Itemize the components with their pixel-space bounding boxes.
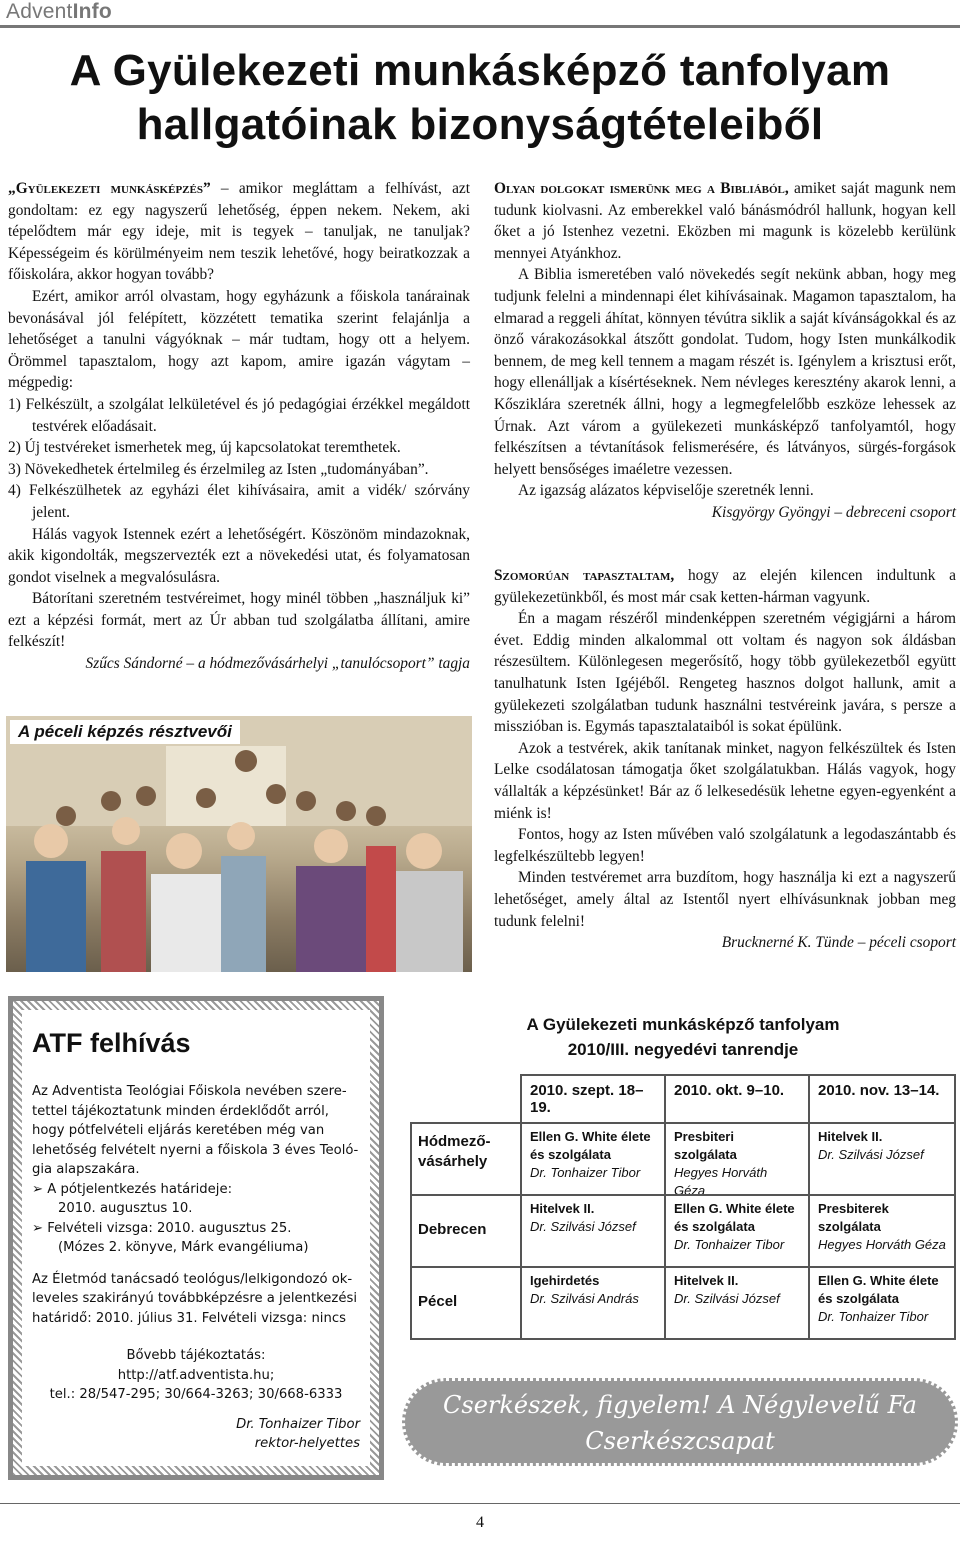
date-header: 2010. okt. 9–10. <box>664 1074 810 1124</box>
photo-caption: A péceli képzés résztvevői <box>10 720 240 744</box>
schedule-entry: Hitelvek II. Dr. Szilvási József <box>520 1194 666 1268</box>
atf-bullet-detail: 2010. augusztus 10. <box>58 1201 193 1216</box>
schedule-table <box>410 1074 956 1344</box>
header-rule <box>0 25 960 28</box>
page-number: 4 <box>476 1514 484 1531</box>
scout-url-line[interactable]: új honlapjának címe: www.negylevelufa.hu <box>419 1463 941 1491</box>
right-article-2 <box>494 565 956 954</box>
list-item: 1) Felkészült, a szolgálat lelkületével és jó pedagógiai érzékkel megáldott testvérek előadásait. <box>8 395 470 435</box>
atf-bullet: ➢ A pótjelentkezés határideje: <box>32 1181 233 1197</box>
right-signature: Brucknerné K. Tünde – péceli csoport <box>721 934 956 952</box>
article-headline: A Gyülekezeti munkásképző tanfolyam hallgatóinak bizonyságtételeiből <box>69 46 891 149</box>
city-label: Pécel <box>410 1266 522 1340</box>
group-photo <box>6 716 472 972</box>
right-intro: Olyan dolgokat ismerünk meg a Bibliából, amiket saját magunk nem tudunk kiolvasni. Az emberekkel való bánásmódról hallunk, hogyan kell őket a jó Istenhez vezetni. Eközben mi magunk is közelebb kerülünk mennyei Atyánkhoz. <box>494 180 957 262</box>
list-item: 3) Növekedhetek értelmileg és érzelmileg az Isten „tudományában”. <box>8 460 429 478</box>
schedule-entry: Presbiterek szolgálata Hegyes Horváth Géza <box>808 1194 956 1268</box>
left-paragraph: Bátorítani szeretném testvéreimet, hogy minél többen „használjuk ki” ezt a képzési formát, mert az Úr abban tud szolgálatba állítani, amire felkészít! <box>8 590 470 651</box>
left-article <box>8 178 470 675</box>
right-signature: Kisgyörgy Gyöngyi – debreceni csoport <box>711 503 956 521</box>
left-paragraph: Hálás vagyok Istennek ezért a lehetőségért. Köszönöm mindazoknak, akik kigondolták, megszervezték ezt a növekedési utat, és folyamatosan gondot viselnek a megvalósulásra. <box>8 525 470 586</box>
scout-line: Cserkészek, figyelem! A Négylevelű Fa Cserkészcsapat <box>443 1391 917 1455</box>
date-header: 2010. nov. 13–14. <box>808 1074 956 1124</box>
schedule-title: A Gyülekezeti munkásképző tanfolyam 2010/III. negyedévi tanrendje <box>526 1015 840 1059</box>
atf-signature-role: rektor-helyettes <box>254 1436 360 1451</box>
right-paragraph: Minden testvéremet arra buzdítom, hogy használja ki ezt a nagyszerű lehetőséget, amely által az Istentől nyert elhívásunknak jobban meg tudunk felelni! <box>494 869 956 930</box>
atf-signature-name: Dr. Tonhaizer Tibor <box>236 1416 360 1432</box>
left-signature: Szűcs Sándorné – a hódmezővásárhelyi „tanulócsoport” tagja <box>85 655 470 673</box>
schedule-entry: Igehirdetés Dr. Szilvási András <box>520 1266 666 1340</box>
city-label: Debrecen <box>410 1194 522 1268</box>
schedule-entry: Ellen G. White élete és szolgálata Dr. Tonhaizer Tibor <box>808 1266 956 1340</box>
atf-bullet-detail: (Mózes 2. könyve, Márk evangéliuma) <box>58 1240 309 1255</box>
footer-rule <box>0 1503 960 1504</box>
atf-inner <box>22 1010 370 1466</box>
date-header: 2010. szept. 18–19. <box>520 1074 666 1124</box>
schedule-entry: Presbiteri szolgálata Hegyes Horváth Géza <box>664 1122 810 1196</box>
right-paragraph: A Biblia ismeretében való növekedés segít nekünk abban, hogy meg tudjunk felelni a mindennapi élet kihívásainak. Magamon tapasztalom, ha elmarad a reggeli áhítat, könnyen tévútra siklik a saját kívánságokkal és az önző várakozásokkal átszőtt gondolat. Tudom, hogy Isten munkálkodik bennem, de meg kell tennem a magam részét is. Igénylem a krisztusi erőt, hogy ellenálljak a kísértéseknek. Nem névleges keresztény akarok lenni, a Kősziklára szeretnék állni, hogy a legmegfelelőbb eszköze lehessek az Úrnak. Azt várom a gyülekezeti munkásképző tanfolyamtól, hogy felkészítsen a tévtanítások felismerésére, és látványos, sürgés-forgások helyett bensőséges imaéletre vezessen. <box>494 266 956 478</box>
right-paragraph: Fontos, hogy az Isten művében való szolgálatunk a legodaszántabb és legfelkészültebb legyen! <box>494 826 956 865</box>
atf-url[interactable]: http://atf.adventista.hu; <box>117 1367 275 1383</box>
schedule-entry: Hitelvek II. Dr. Szilvási József <box>664 1266 810 1340</box>
city-label: Hódmező-vásárhely <box>410 1122 522 1196</box>
magazine-brand: AdventInfo <box>6 0 112 23</box>
atf-announcement-box <box>8 996 384 1480</box>
atf-paragraph: Az Életmód tanácsadó teológus/lelkigondozó okleveles szakirányú továbbképzésre a jelentkezési határidő: 2010. július 31. Felvételi vizsga: nincs <box>32 1271 357 1326</box>
schedule-entry: Hitelvek II. Dr. Szilvási József <box>808 1122 956 1196</box>
left-paragraph: Ezért, amikor arról olvastam, hogy egyházunk a főiskola tanárainak bevonásával jól felépített, közzétett tematika szerint felajánlja a lehetőséget a tanulni vágyóknak – már tudtam, hogy ott a helyem. Örömmel tapasztalom, hogy azt kapom, amire igazán vágytam – mégpedig: <box>8 287 470 392</box>
group-photo-illustration <box>6 716 472 972</box>
left-intro: „Gyülekezeti munkásképzés” – amikor megláttam a felhívást, azt gondoltam: ez egy nagyszerű lehetőség, éppen nekem. Nekem, aki tépelődtem már egy ideje, mit is tegyek – tanuljak, ne tanuljak? Képességeim és körülményeim nem teszik lehetővé, hogy beiratkozzak a főiskolára, akkor hogyan tovább? <box>8 180 471 284</box>
right-paragraph: Azok a testvérek, akik tanítanak minket, nagyon felkészültek és Isten Lelke csodálatosan támogatja őket szolgálatukban. Hálás vagyok, hogy vállalták a képzésünket! Bár az ő lelkesedésük lehetne egyen-egyenként a miénk is! <box>494 739 956 822</box>
schedule-entry: Ellen G. White élete és szolgálata Dr. Tonhaizer Tibor <box>664 1194 810 1268</box>
atf-text <box>32 1082 360 1454</box>
atf-title: ATF felhívás <box>32 1028 191 1058</box>
atf-phone: tel.: 28/547-295; 30/664-3263; 30/668-6333 <box>49 1387 343 1402</box>
right-paragraph: Én a magam részéről mindenképpen szeretném végigjárni a három évet. Eddig minden alkalommal ott voltam és nagyon sok áldásban részesültem. Különlegesen megerősítő, hogy több gyülekezetből együtt tanulhatunk Isten Igéjéből. Rengeteg hasznos dolgot hallunk, amit a gyülekezeti szolgálatban tudunk használni testvéreink javára, s persze a misszióban is. Egymás tapasztalataiból is sokat épülünk. <box>494 610 956 736</box>
atf-bullet: ➢ Felvételi vizsga: 2010. augusztus 25. <box>32 1220 292 1236</box>
right-intro: Szomorúan tapasztaltam, hogy az elején kilencen indultunk a gyülekezetünkből, és most már csak ketten-hárman vagyunk. <box>494 567 957 606</box>
list-item: 4) Felkészülhetek az egyházi élet kihívásaira, amit a vidék/ szórvány jelent. <box>8 482 470 521</box>
right-paragraph: Az igazság alázatos képviselője szeretnék lenni. <box>518 482 814 500</box>
right-article-1 <box>494 178 956 524</box>
list-item: 2) Új testvéreket ismerhetek meg, új kapcsolatokat teremthetek. <box>8 439 401 457</box>
atf-paragraph: Az Adventista Teológiai Főiskola nevében szeretettel tájékoztatunk minden érdeklődőt arról, hogy pótfelvételi eljárás keretében még van lehetőség felvételt nyerni a főiskola 3 éves Teológia alapszakára. <box>32 1084 359 1177</box>
atf-info: Bővebb tájékoztatás: <box>126 1348 266 1363</box>
scout-announcement-banner <box>402 1378 958 1491</box>
schedule-entry: Ellen G. White élete és szolgálata Dr. Tonhaizer Tibor <box>520 1122 666 1196</box>
